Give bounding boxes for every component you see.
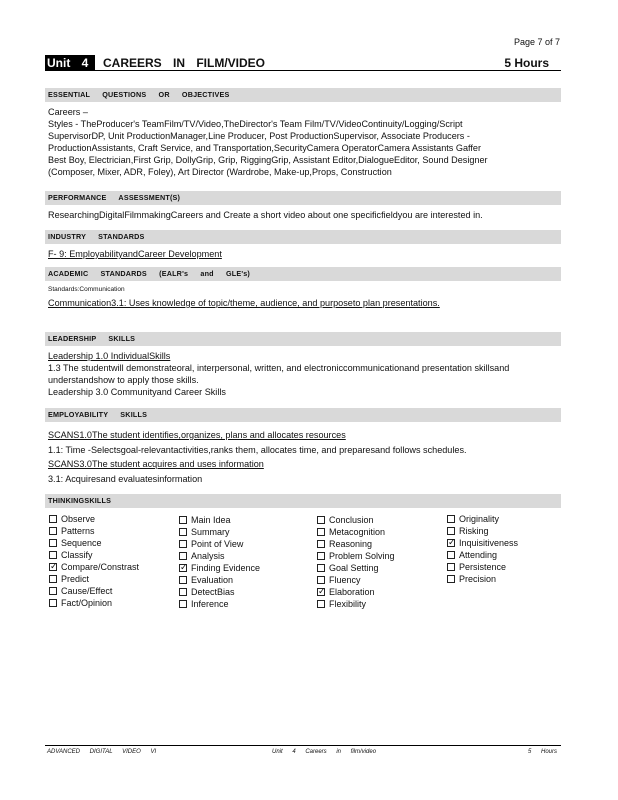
- thinking-skill-item[interactable]: [49, 561, 139, 573]
- checkbox[interactable]: [317, 516, 325, 524]
- checkbox[interactable]: [179, 528, 187, 536]
- thinking-skill-item[interactable]: [317, 562, 395, 574]
- checkbox[interactable]: [49, 539, 57, 547]
- employability-text: [48, 428, 560, 486]
- leadership-line: 1.3 The studentwill demonstrateoral, interpersonal, written, and electroniccommunicationand presentation skillsand: [48, 363, 510, 373]
- checkbox[interactable]: [317, 600, 325, 608]
- thinking-skill-label: Originality: [459, 514, 500, 524]
- essential-line: Best Boy, Electrician,First Grip, DollyGrip, Grip, RiggingGrip, Assistant Editor,DialogueEditor, Sound Designer: [48, 155, 488, 165]
- thinking-skill-item[interactable]: [317, 598, 395, 610]
- thinking-skill-item[interactable]: [179, 514, 260, 526]
- checkbox[interactable]: [49, 599, 57, 607]
- unit-hours: 5 Hours: [504, 56, 549, 70]
- footer-rule: [45, 745, 561, 746]
- thinking-col-2: [179, 514, 260, 610]
- industry-heading: INDUSTRY STANDARDS: [45, 230, 561, 244]
- essential-text: [48, 106, 560, 178]
- thinking-skill-label: Risking: [459, 526, 489, 536]
- thinking-skill-label: Flexibility: [329, 599, 367, 609]
- thinking-skill-label: Observe: [61, 514, 96, 524]
- thinking-skill-item[interactable]: [317, 514, 395, 526]
- checked-checkbox[interactable]: [317, 588, 325, 596]
- thinking-skill-label: Analysis: [191, 551, 225, 561]
- thinking-skill-label: Point of View: [191, 539, 244, 549]
- thinking-skill-label: Attending: [459, 550, 498, 560]
- thinking-skill-item[interactable]: [49, 573, 139, 585]
- thinking-skill-item[interactable]: [447, 561, 518, 573]
- thinking-skill-item[interactable]: [179, 526, 260, 538]
- leadership-text: [48, 350, 560, 398]
- thinking-skill-label: Persistence: [459, 562, 507, 572]
- thinking-skill-item[interactable]: [179, 598, 260, 610]
- thinking-skill-item[interactable]: [179, 562, 260, 574]
- industry-text: F- 9: EmployabilityandCareer Development: [48, 249, 222, 259]
- thinking-skill-item[interactable]: [49, 549, 139, 561]
- thinking-skill-item[interactable]: [317, 538, 395, 550]
- thinking-skill-label: Predict: [61, 574, 90, 584]
- checkbox[interactable]: [447, 515, 455, 523]
- footer-unit: Unit 4 Careers in film/video: [272, 749, 377, 755]
- thinking-skill-item[interactable]: [49, 525, 139, 537]
- essential-line: SupervisorDP, Unit ProductionManager,Line Producer, Post ProductionSupervisor, Associate Producers -: [48, 131, 470, 141]
- thinking-skill-item[interactable]: [317, 526, 395, 538]
- checkbox[interactable]: [179, 516, 187, 524]
- academic-text: Communication3.1: Uses knowledge of topic/theme, audience, and purposeto plan presentations.: [48, 298, 440, 308]
- footer-course: ADVANCED DIGITAL VIDEO VI: [47, 749, 157, 755]
- thinking-skill-item[interactable]: [179, 586, 260, 598]
- checkbox[interactable]: [179, 540, 187, 548]
- thinking-skill-label: Fact/Opinion: [61, 598, 113, 608]
- thinking-skill-label: Metacognition: [329, 527, 386, 537]
- thinking-col-1: [49, 513, 139, 609]
- checked-checkbox[interactable]: [179, 564, 187, 572]
- checkbox[interactable]: [317, 576, 325, 584]
- leadership-heading: LEADERSHIP SKILLS: [45, 332, 561, 346]
- checkbox[interactable]: [179, 588, 187, 596]
- checkbox[interactable]: [447, 551, 455, 559]
- thinking-heading: THINKINGSKILLS: [45, 494, 561, 508]
- thinking-skill-item[interactable]: [447, 537, 518, 549]
- thinking-skill-item[interactable]: [49, 537, 139, 549]
- thinking-skill-label: Fluency: [329, 575, 361, 585]
- checkbox[interactable]: [49, 575, 57, 583]
- checked-checkbox[interactable]: [49, 563, 57, 571]
- leadership-line: Leadership 1.0 IndividualSkills: [48, 351, 171, 361]
- checkbox[interactable]: [447, 575, 455, 583]
- employability-line: SCANS3.0The student acquires and uses information: [48, 459, 264, 469]
- thinking-skill-item[interactable]: [49, 513, 139, 525]
- academic-heading: ACADEMIC STANDARDS (EALR's and GLE's): [45, 267, 561, 281]
- thinking-skill-label: Inquisitiveness: [459, 538, 519, 548]
- thinking-skill-item[interactable]: [317, 550, 395, 562]
- thinking-skill-item[interactable]: [49, 597, 139, 609]
- thinking-skill-label: Elaboration: [329, 587, 375, 597]
- thinking-skill-item[interactable]: [447, 549, 518, 561]
- checkbox[interactable]: [49, 527, 57, 535]
- employability-heading: EMPLOYABILITY SKILLS: [45, 408, 561, 422]
- performance-text: ResearchingDigitalFilmmakingCareers and Create a short video about one specificfieldyou are interested in.: [48, 210, 483, 220]
- thinking-skill-item[interactable]: [447, 525, 518, 537]
- thinking-skill-item[interactable]: [179, 550, 260, 562]
- thinking-skill-label: Evaluation: [191, 575, 234, 585]
- unit-header: [45, 55, 561, 71]
- leadership-line: understandshow to apply those skills.: [48, 375, 199, 385]
- checkbox[interactable]: [317, 564, 325, 572]
- checkbox[interactable]: [179, 576, 187, 584]
- thinking-skill-label: Main Idea: [191, 515, 231, 525]
- checkbox[interactable]: [317, 540, 325, 548]
- essential-line: Careers –: [48, 107, 88, 117]
- checkbox[interactable]: [317, 552, 325, 560]
- checkbox[interactable]: [179, 600, 187, 608]
- thinking-skill-item[interactable]: [49, 585, 139, 597]
- checkbox[interactable]: [49, 551, 57, 559]
- essential-heading: ESSENTIAL QUESTIONS OR OBJECTIVES: [45, 88, 561, 102]
- thinking-skill-label: DetectBias: [191, 587, 235, 597]
- employability-line: SCANS1.0The student identifies,organizes, plans and allocates resources: [48, 430, 346, 440]
- thinking-skill-item[interactable]: [179, 574, 260, 586]
- thinking-skill-label: Inference: [191, 599, 229, 609]
- performance-heading: PERFORMANCE ASSESSMENT(S): [45, 191, 561, 205]
- employability-line: 3.1: Acquiresand evaluatesinformation: [48, 473, 203, 484]
- thinking-skill-label: Reasoning: [329, 539, 373, 549]
- thinking-skill-label: Summary: [191, 527, 230, 537]
- essential-line: ProductionAssistants, Craft Service, and Transportation,SecurityCamera OperatorCamera Assistants Gaffer: [48, 143, 481, 153]
- unit-title: CAREERS IN FILM/VIDEO: [103, 56, 266, 70]
- checkbox[interactable]: [447, 563, 455, 571]
- essential-line: (Composer, Mixer, ADR, Foley), Art Director (Wardrobe, Make-up,Props, Construction: [48, 167, 392, 177]
- thinking-col-4: [447, 513, 518, 585]
- leadership-line: Leadership 3.0 Communityand Career Skills: [48, 387, 226, 397]
- thinking-skill-label: Problem Solving: [329, 551, 395, 561]
- checkbox[interactable]: [179, 552, 187, 560]
- thinking-skill-label: Conclusion: [329, 515, 374, 525]
- thinking-skill-item[interactable]: [317, 586, 395, 598]
- checkbox[interactable]: [317, 528, 325, 536]
- thinking-skill-item[interactable]: [317, 574, 395, 586]
- footer-hours: 5 Hours: [528, 749, 558, 755]
- thinking-skill-label: Cause/Effect: [61, 586, 113, 596]
- employability-line: 1.1: Time -Selectsgoal-relevantactivities,ranks them, allocates time, and preparesand follows schedules.: [48, 444, 467, 455]
- thinking-skill-item[interactable]: [447, 513, 518, 525]
- page-number: Page 7 of 7: [514, 37, 561, 47]
- thinking-skill-label: Classify: [61, 550, 93, 560]
- unit-header-rule: [95, 70, 561, 71]
- academic-sub: Standards:Communication: [48, 286, 125, 293]
- thinking-skill-label: Sequence: [61, 538, 102, 548]
- thinking-skill-label: Precision: [459, 574, 497, 584]
- thinking-skill-label: Finding Evidence: [191, 563, 261, 573]
- thinking-skill-item[interactable]: [179, 538, 260, 550]
- unit-label: Unit 4: [45, 55, 95, 71]
- thinking-skill-label: Goal Setting: [329, 563, 379, 573]
- checkbox[interactable]: [447, 527, 455, 535]
- thinking-col-3: [317, 514, 395, 610]
- checkbox[interactable]: [49, 587, 57, 595]
- thinking-skill-label: Compare/Constrast: [61, 562, 140, 572]
- thinking-skill-item[interactable]: [447, 573, 518, 585]
- checkbox[interactable]: [49, 515, 57, 523]
- checked-checkbox[interactable]: [447, 539, 455, 547]
- essential-line: Styles - TheProducer's TeamFilm/TV/Video,TheDirector's Team Film/TV/VideoContinuity/Logging/Script: [48, 119, 463, 129]
- thinking-skill-label: Patterns: [61, 526, 95, 536]
